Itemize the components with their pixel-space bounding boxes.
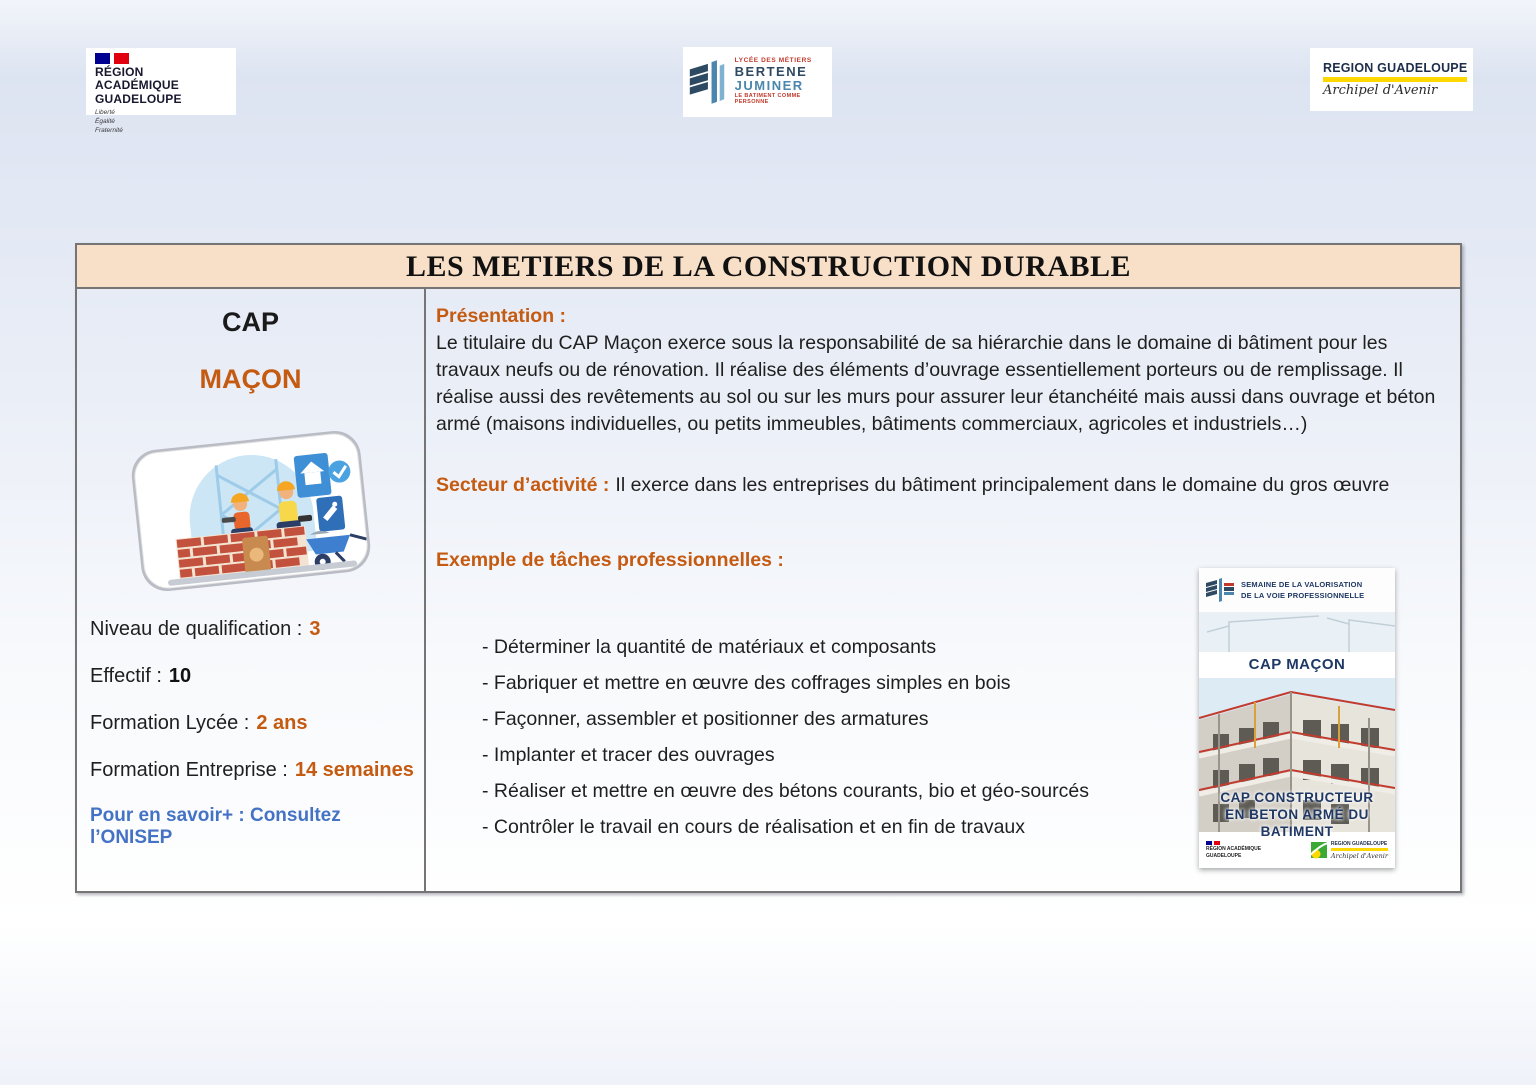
french-flag-icon [95, 53, 227, 64]
task-item: - Réaliser et mettre en œuvre des bétons courants, bio et géo-sourcés [482, 780, 1089, 802]
academie-name-line1: RÉGION ACADÉMIQUE [95, 65, 180, 93]
field-value: 2 ans [256, 712, 308, 734]
poster-building-photo [1199, 678, 1395, 839]
poster-header-line1: SEMAINE DE LA VALORISATION [1241, 579, 1363, 589]
secteur-text: Il exerce dans les entreprises du bâtiment principalement dans le domaine du gros œuvre [615, 474, 1390, 496]
poster-footer-region-tagline: Archipel d'Avenir [1330, 851, 1388, 860]
cement-bag-icon [241, 535, 271, 574]
academie-name-line2: GUADELOUPE [95, 91, 182, 106]
field-value: 3 [309, 618, 321, 640]
diploma-label: CAP [221, 307, 279, 337]
field-niveau [90, 617, 424, 641]
field-formation-lycee [90, 711, 424, 735]
poster-lycee-logo-icon [1205, 577, 1235, 603]
logo-lycee-bertene-juminer [683, 47, 832, 117]
task-item: - Fabriquer et mettre en œuvre des coffrages simples en bois [482, 672, 1011, 694]
task-item: - Implanter et tracer des ouvrages [482, 744, 775, 766]
poster-caption [1199, 790, 1395, 841]
field-formation-entreprise [90, 758, 424, 782]
task-item: - Déterminer la quantité de matériaux et composants [482, 636, 937, 658]
region-tagline: Archipel d'Avenir [1323, 83, 1438, 98]
presentation-text: Le titulaire du CAP Maçon exerce sous la responsabilité de sa hiérarchie dans le domaine di bâtiment pour les travaux neufs ou de rénovation. Il réalise des éléments d’ouvrage essentiellement porteurs ou de remplissage. Il réalise aussi des revêtements au sol ou sur les murs pour assurer leur étanchéité mais aussi dans ouvrage et béton armé (maisons individuelles, ou petits immeubles, bâtiments commerciaux, agricoles et industriels…) [436, 332, 1436, 435]
logo-region-guadeloupe [1310, 48, 1473, 111]
secteur-heading: Secteur d’activité : [436, 474, 610, 496]
info-fields [77, 617, 424, 782]
poster-footer-region-name: REGION GUADELOUPE [1330, 840, 1388, 847]
mason-illustration [121, 417, 381, 605]
cap-macon-poster [1199, 568, 1395, 868]
trowel-icon [316, 495, 345, 532]
yellow-bar [1323, 77, 1467, 82]
left-column [77, 289, 426, 891]
logo-region-academique [86, 48, 236, 134]
field-value: 10 [168, 665, 192, 687]
right-column [426, 289, 1460, 891]
lycee-name-bertene: BERTENE [734, 64, 808, 79]
poster-caption-line2: EN BETON ARMÉ DU BATIMENT [1225, 806, 1369, 839]
house-icon [293, 453, 331, 498]
presentation-heading: Présentation : [436, 305, 567, 327]
task-item: - Façonner, assembler et positionner des armatures [482, 708, 929, 730]
motto-fraternite: Fraternité [95, 126, 123, 134]
french-flag-icon [1206, 841, 1261, 845]
poster-banner: CAP MAÇON [1199, 652, 1395, 678]
poster-caption-line1: CAP CONSTRUCTEUR [1220, 790, 1374, 805]
onisep-link[interactable]: Pour en savoir+ : Consultez l’ONISEP [90, 805, 341, 848]
page-title: LES METIERS DE LA CONSTRUCTION DURABLE [77, 245, 1460, 289]
field-label: Formation Entreprise : [90, 759, 288, 781]
lycee-name-juminer: JUMINER [734, 77, 804, 93]
main-table [75, 243, 1462, 893]
poster-footer-academie-line1: RÉGION ACADÉMIQUE [1206, 846, 1262, 852]
guadeloupe-sun-icon [1310, 841, 1328, 859]
motto-liberte: Liberté [95, 109, 115, 117]
yellow-bar [1331, 848, 1388, 851]
building-e-icon [688, 58, 730, 106]
poster-header [1199, 568, 1395, 612]
field-label: Niveau de qualification : [90, 618, 303, 640]
motto-egalite: Égalité [95, 118, 115, 126]
secteur-line [436, 472, 1444, 499]
specialty-label: MAÇON [199, 364, 302, 394]
task-item: - Contrôler le travail en cours de réalisation et en fin de travaux [482, 816, 1026, 838]
field-label: Effectif : [90, 665, 162, 687]
field-label: Formation Lycée : [90, 712, 250, 734]
poster-header-line2: DE LA VOIE PROFESSIONNELLE [1241, 591, 1365, 600]
poster-sky-strip [1199, 612, 1395, 652]
poster-footer-academie-line2: GUADELOUPE [1206, 852, 1242, 859]
field-effectif [90, 664, 424, 688]
tasks-heading: Exemple de tâches professionnelles : [436, 549, 784, 571]
region-name: REGION GUADELOUPE [1323, 61, 1468, 75]
field-value: 14 semaines [294, 759, 414, 781]
lycee-tagline: LE BATIMENT COMME PERSONNE [734, 93, 801, 106]
lycee-type-label: LYCÉE DES MÉTIERS [734, 57, 812, 65]
